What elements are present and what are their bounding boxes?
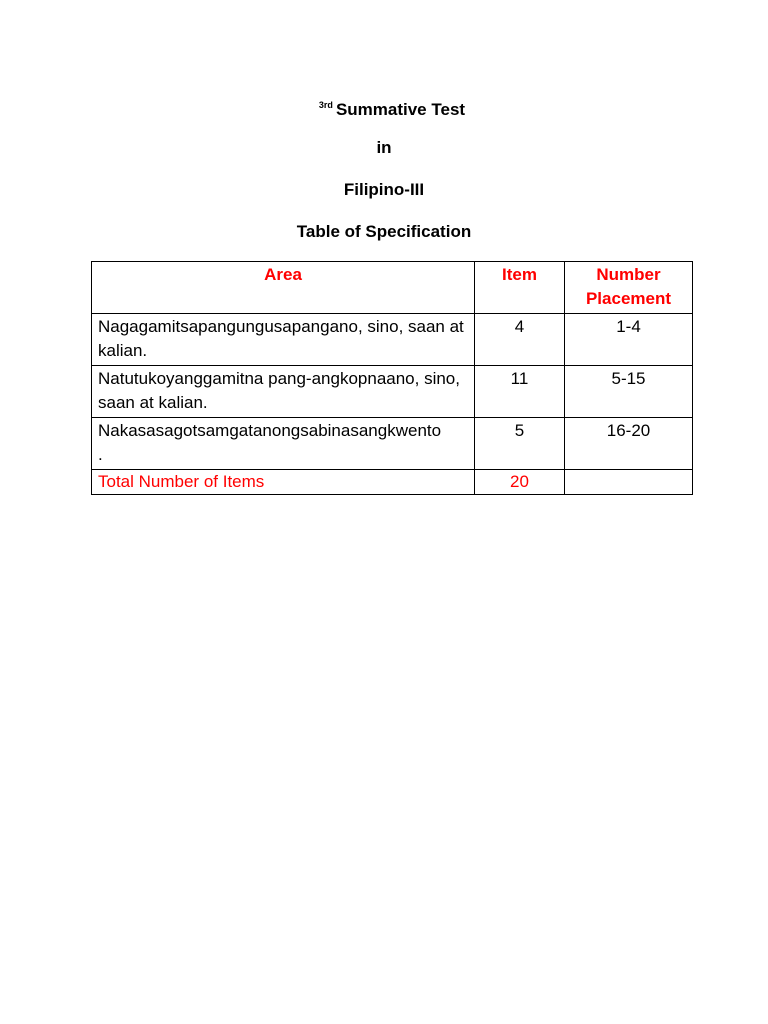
title-line-2: in <box>376 138 392 157</box>
row-area: Nagagamitsapangungusapangano, sino, saan at kalian. <box>92 314 475 366</box>
row-item: 5 <box>475 418 565 470</box>
table-header-row <box>92 262 693 314</box>
row-area: Natutukoyanggamitna pang-angkopnaano, sino, saan at kalian. <box>92 366 475 418</box>
header-placement-line-1: Number <box>596 265 661 284</box>
specification-table <box>91 261 693 495</box>
total-placement <box>565 470 693 495</box>
total-label: Total Number of Items <box>92 470 475 495</box>
title-summative-test <box>8 94 768 121</box>
title-line-1: Summative Test <box>335 100 466 119</box>
header-area: Area <box>92 262 475 314</box>
row-area <box>92 418 475 470</box>
table-row <box>92 418 693 470</box>
title-superscript: 3rd <box>318 100 333 110</box>
table-total-row <box>92 470 693 495</box>
header-number-placement <box>565 262 693 314</box>
total-item: 20 <box>475 470 565 495</box>
title-line-4: Table of Specification <box>296 222 472 241</box>
row-placement: 1-4 <box>565 314 693 366</box>
row-area-line-1: Nakasasagotsamgatanongsabinasangkwento <box>98 421 442 440</box>
header-placement-line-2: Placement <box>585 289 672 308</box>
row-area-line-2: . <box>98 445 103 464</box>
table-row <box>92 366 693 418</box>
row-item: 4 <box>475 314 565 366</box>
title-line-3: Filipino-III <box>343 180 425 199</box>
table-row <box>92 314 693 366</box>
row-placement: 16-20 <box>565 418 693 470</box>
row-placement: 5-15 <box>565 366 693 418</box>
row-item: 11 <box>475 366 565 418</box>
header-item: Item <box>475 262 565 314</box>
